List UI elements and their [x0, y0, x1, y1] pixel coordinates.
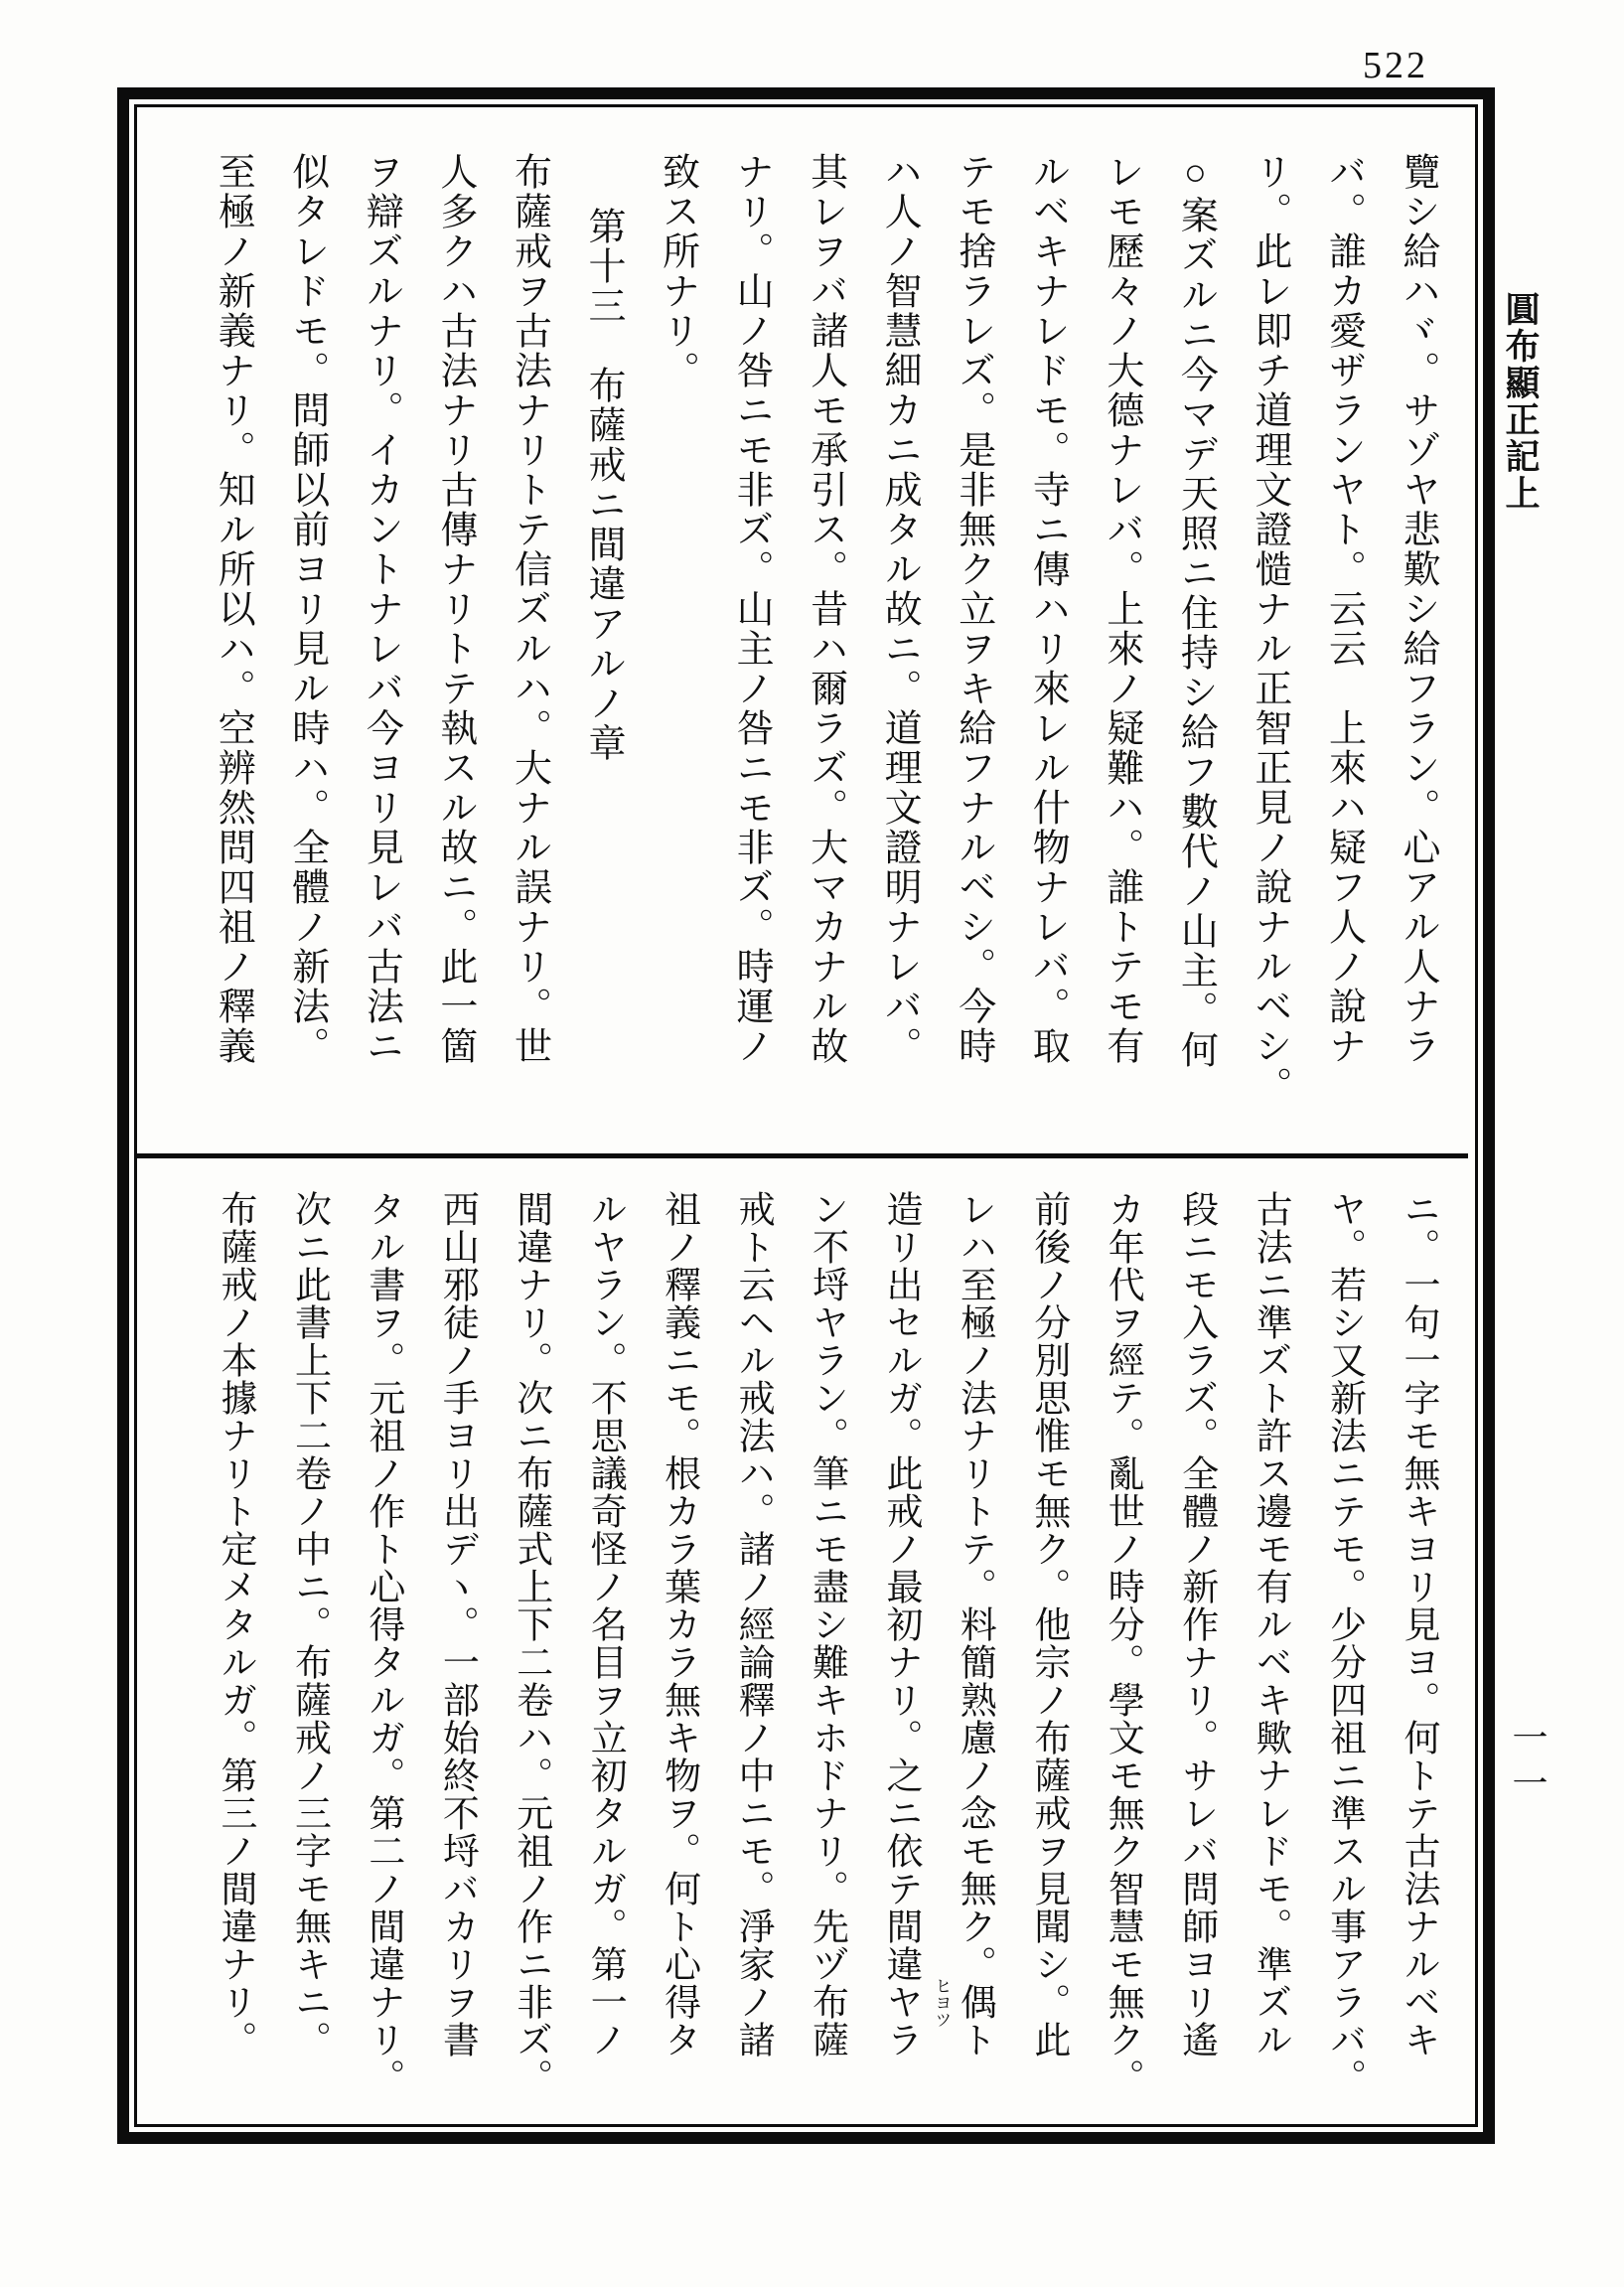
- text-column: 祖ノ釋義ニモ。根カラ葉カラ無キ物ヲ。何ト心得タ: [658, 1190, 699, 2058]
- text-column: ン不埒ヤラン。筆ニモ盡シ難キホドナリ。先ヅ布薩: [806, 1190, 847, 2058]
- text-column: ニ。一句一字モ無キヨリ見ヨ。何トテ古法ナルベキ: [1398, 1190, 1438, 2058]
- text-column: バ。誰カ愛ザランヤト。云云 上來ハ疑フ人ノ說ナ: [1322, 152, 1365, 1066]
- text-column: 至極ノ新義ナリ。知ル所以ハ。空辨然問四祖ノ釋義: [212, 152, 254, 1066]
- text-column: 戒ト云ヘル戒法ハ。諸ノ經論釋ノ中ニモ。淨家ノ諸: [732, 1190, 774, 2058]
- text-column: テモ捨ラレズ。是非無ク立ヲキ給フナルベシ。今時: [952, 152, 994, 1066]
- ruby-base: 偶ト ヒヨツ: [932, 1977, 995, 2058]
- text-column: 間違ナリ。次ニ布薩式上下二卷ハ。元祖ノ作ニ非ズ。: [510, 1190, 551, 2096]
- folio-marker: 一一: [1508, 1719, 1548, 1810]
- text-column: ルベキナレドモ。寺ニ傳ハリ來レル什物ナレバ。取: [1026, 152, 1069, 1066]
- text-column: レハ至極ノ法ナリトテ。料簡熟慮ノ念モ無ク。偶ト ヒヨツ: [932, 1190, 995, 2058]
- text-column: リ。此レ即チ道理文證慥ナル正智正見ノ說ナルベシ。: [1248, 152, 1290, 1106]
- text-column: 段ニモ入ラズ。全體ノ新作ナリ。サレバ問師ヨリ遙: [1175, 1190, 1217, 2058]
- bottom-text-block: [182, 1190, 1438, 2096]
- text-column: 布薩戒ノ本據ナリト定メタルガ。第三ノ間違ナリ。: [215, 1190, 255, 2058]
- text-column: 人多クハ古法ナリ古傳ナリトテ執スル故ニ。此一箇: [433, 152, 476, 1066]
- text-column: ルヤラン。不思議奇怪ノ名目ヲ立初タルガ。第一ノ: [584, 1190, 626, 2058]
- text-column: 布薩戒ヲ古法ナリトテ信ズルハ。大ナル誤ナリ。世: [508, 152, 550, 1066]
- text-column: 次ニ此書上下二卷ノ中ニ。布薩戒ノ三字モ無キニ。: [288, 1190, 330, 2058]
- text-column: 第十三 布薩戒ニ間違アルノ章: [581, 207, 624, 763]
- text-column: ヤ。若シ又新法ニテモ。少分四祖ニ準スル事アラバ。: [1323, 1190, 1365, 2096]
- top-text-block: [180, 152, 1438, 1128]
- text-column: ヲ辯ズルナリ。イカントナレバ今ヨリ見レバ古法ニ: [360, 152, 402, 1066]
- text-column: 西山邪徒ノ手ヨリ出デヽ。一部始終不埒バカリヲ書: [436, 1190, 478, 2058]
- text-column: タル書ヲ。元祖ノ作ト心得タルガ。第二ノ間違ナリ。: [362, 1190, 403, 2096]
- text-column: 似タレドモ。問師以前ヨリ見ル時ハ。全體ノ新法。: [285, 152, 328, 1066]
- text-column: 覽シ給ハヾ。サゾヤ悲歎シ給フラン。心アル人ナラ: [1397, 152, 1438, 1066]
- text-column: レモ歷々ノ大德ナレバ。上來ノ疑難ハ。誰トテモ有: [1100, 152, 1142, 1066]
- text-column: 造リ出セルガ。此戒ノ最初ナリ。之ニ依テ間違ヤラ: [879, 1190, 921, 2058]
- text-column: ○案ズルニ今マデ天照ニ住持シ給フ數代ノ山主。何: [1174, 152, 1217, 1070]
- text-column: 古法ニ準ズト許ス邊モ有ルベキ歟ナレドモ。準ズル: [1250, 1190, 1291, 2058]
- furigana: ヒヨツ: [932, 1977, 952, 2028]
- text-column: 前後ノ分別思惟モ無ク。他宗ノ布薩戒ヲ見聞シ。此: [1027, 1190, 1069, 2058]
- page-number: 522: [1363, 45, 1428, 86]
- text-column: 致ス所ナリ。: [656, 152, 698, 390]
- text-column: カ年代ヲ經テ。亂世ノ時分。學文モ無ク智慧モ無ク。: [1102, 1190, 1143, 2096]
- text-column: ハ人ノ智慧細カニ成タル故ニ。道理文證明ナレバ。: [878, 152, 921, 1066]
- text-column: ナリ。山ノ咎ニモ非ズ。山主ノ咎ニモ非ズ。時運ノ: [730, 152, 773, 1066]
- text-column: 其レヲバ諸人モ承引ス。昔ハ爾ラズ。大マカナル故: [804, 152, 846, 1066]
- margin-title: 圓布顯正記上: [1501, 291, 1540, 512]
- section-divider: [135, 1153, 1468, 1158]
